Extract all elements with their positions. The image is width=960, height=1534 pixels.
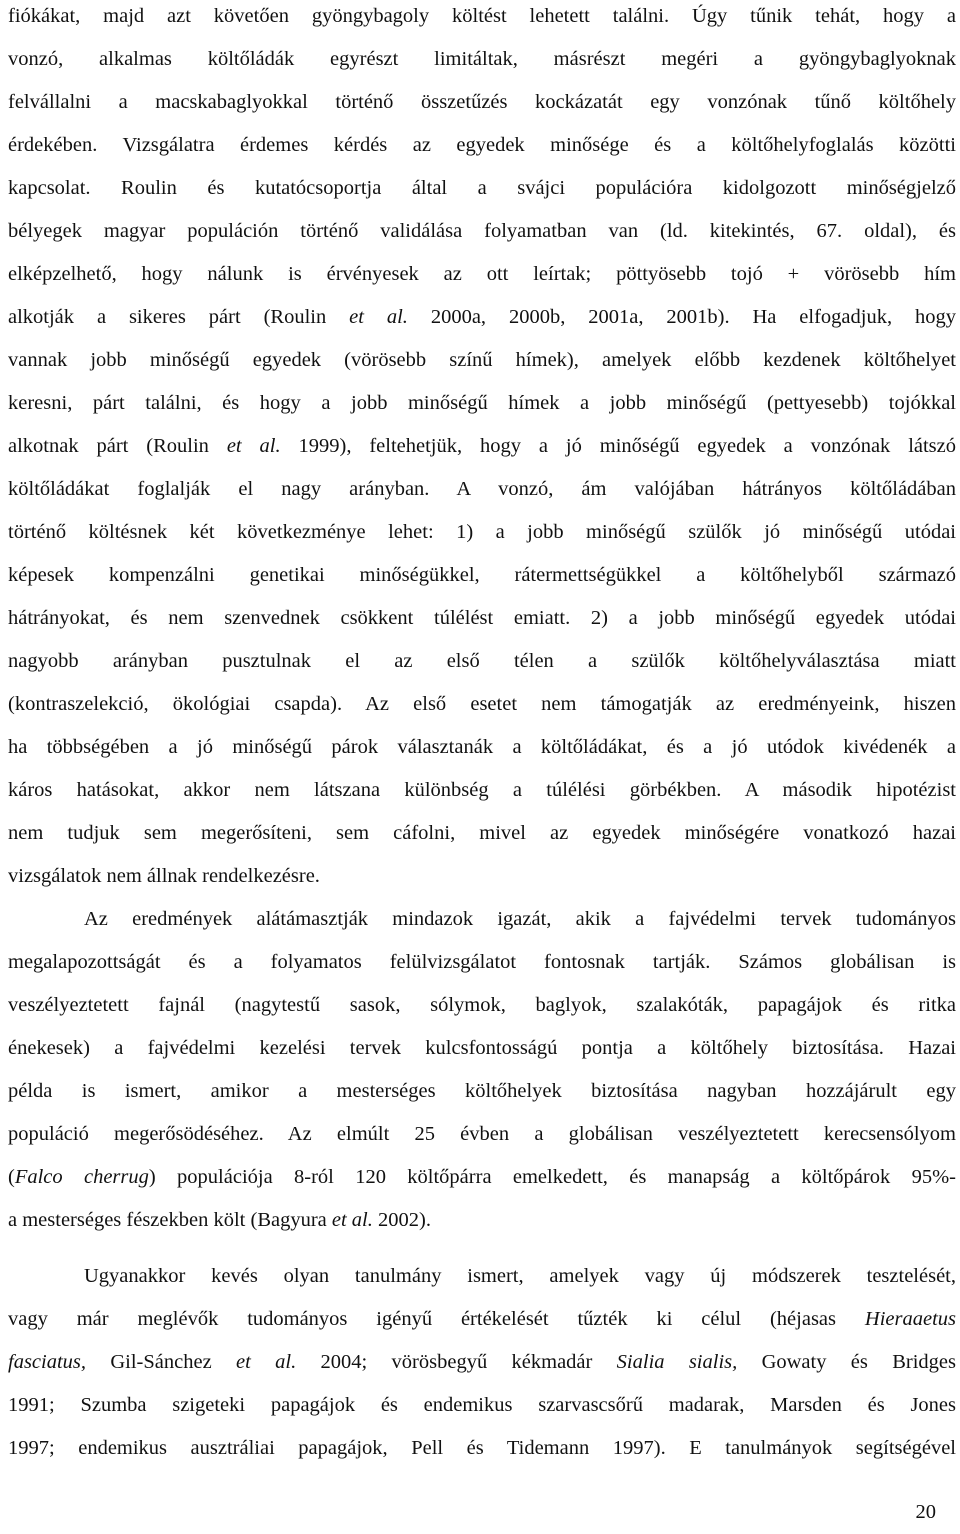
text-line bbox=[8, 1348, 956, 1376]
text-line bbox=[8, 862, 956, 890]
text-run: nem tudjuk sem megerősíteni, sem cáfolni, mivel az egyedek minőségére vonatkozó hazai bbox=[8, 822, 956, 844]
text-run: ha többségében a jó minőségű párok választanák a költőládákat, és a jó utódok kivédenék a bbox=[8, 736, 956, 758]
text-run: elképzelhető, hogy nálunk is érvényesek az ott leírtak; pöttyösebb tojó + vörösebb hím bbox=[8, 263, 956, 285]
text-run: példa is ismert, amikor a mesterséges költőhelyek biztosítása nagyban hozzájárult egy bbox=[8, 1080, 956, 1102]
text-run: Gil-Sánchez bbox=[86, 1351, 236, 1373]
text-run: (kontraszelekció, ökológiai csapda). Az első esetet nem támogatják az eredményeink, hiszen bbox=[8, 693, 956, 715]
text-line bbox=[8, 1206, 956, 1234]
text-run: fiókákat, majd azt követően gyöngybagoly költést lehetett találni. Úgy tűnik tehát, hogy a bbox=[8, 5, 956, 27]
text-line bbox=[8, 647, 956, 675]
text-run: vonzó, alkalmas költőládák egyrészt limitáltak, másrészt megéri a gyöngybaglyoknak bbox=[8, 48, 956, 70]
text-line bbox=[8, 432, 956, 460]
text-run: felvállalni a macskabaglyokkal történő összetűzés kockázatát egy vonzónak tűnő költőhely bbox=[8, 91, 956, 113]
text-run: költőládákat foglalják el nagy arányban. A vonzó, ám valójában hátrányos költőládában bbox=[8, 478, 956, 500]
text-line bbox=[8, 991, 956, 1019]
text-line bbox=[8, 1434, 956, 1462]
text-run: Gowaty és Bridges bbox=[737, 1351, 956, 1373]
text-line bbox=[8, 1391, 956, 1419]
text-run: hátrányokat, és nem szenvednek csökkent túlélést emiatt. 2) a jobb minőségű egyedek utódai bbox=[8, 607, 956, 629]
text-run: Ugyanakkor kevés olyan tanulmány ismert, amelyek vagy új módszerek tesztelését, bbox=[84, 1265, 956, 1287]
text-line bbox=[8, 690, 956, 718]
text-line bbox=[8, 1077, 956, 1105]
text-run: kapcsolat. Roulin és kutatócsoportja által a svájci populációra kidolgozott minőségjelző bbox=[8, 177, 956, 199]
text-line bbox=[8, 303, 956, 331]
text-run: veszélyeztetett fajnál (nagytestű sasok, sólymok, baglyok, szalakóták, papagájok és ritka bbox=[8, 994, 956, 1016]
text-line bbox=[8, 1305, 956, 1333]
text-run: képesek kompenzálni genetikai minőségükkel, rátermettségükkel a költőhelyből származó bbox=[8, 564, 956, 586]
text-run: keresni, párt találni, és hogy a jobb minőségű hímek a jobb minőségű (pettyesebb) tojókkal bbox=[8, 392, 956, 414]
text-run: populáció megerősödéséhez. Az elmúlt 25 évben a globálisan veszélyeztetett kerecsensólyom bbox=[8, 1123, 956, 1145]
text-line bbox=[8, 776, 956, 804]
text-line bbox=[8, 733, 956, 761]
text-run: vizsgálatok nem állnak rendelkezésre. bbox=[8, 865, 320, 887]
italic-run: et al. bbox=[226, 435, 281, 457]
text-run: ( bbox=[8, 1166, 15, 1188]
text-line bbox=[8, 475, 956, 503]
text-run: 1997; endemikus ausztráliai papagájok, Pell és Tidemann 1997). E tanulmányok segítségével bbox=[8, 1437, 956, 1459]
text-line bbox=[8, 389, 956, 417]
text-line bbox=[8, 948, 956, 976]
text-line bbox=[84, 905, 956, 933]
page-number: 20 bbox=[915, 1501, 936, 1523]
text-run: bélyegek magyar populáción történő validálása folyamatban van (ld. kitekintés, 67. oldal), és bbox=[8, 220, 956, 242]
italic-run: Sialia sialis, bbox=[616, 1351, 738, 1373]
text-run: érdekében. Vizsgálatra érdemes kérdés az egyedek minősége és a költőhelyfoglalás közötti bbox=[8, 134, 956, 156]
text-line bbox=[8, 1034, 956, 1062]
italic-run: et al. bbox=[236, 1351, 297, 1373]
text-line bbox=[8, 260, 956, 288]
text-run: 2002). bbox=[372, 1209, 431, 1231]
italic-run: fasciatus, bbox=[8, 1351, 87, 1373]
text-run: káros hatásokat, akkor nem látszana különbség a túlélési görbékben. A második hipotézist bbox=[8, 779, 956, 801]
text-line bbox=[84, 1262, 956, 1290]
text-run: nagyobb arányban pusztulnak el az első télen a szülők költőhelyválasztása miatt bbox=[8, 650, 956, 672]
text-line bbox=[8, 561, 956, 589]
text-line bbox=[8, 2, 956, 30]
text-line bbox=[8, 174, 956, 202]
text-run: a mesterséges fészekben költ (Bagyura bbox=[8, 1209, 332, 1231]
text-line bbox=[8, 819, 956, 847]
text-run: alkotnak párt (Roulin bbox=[8, 435, 227, 457]
text-line bbox=[8, 1163, 956, 1191]
text-run: alkotják a sikeres párt (Roulin bbox=[8, 306, 350, 328]
text-line bbox=[8, 45, 956, 73]
italic-run: et al. bbox=[331, 1209, 373, 1231]
text-run: megalapozottságát és a folyamatos felülvizsgálatot fontosnak tartják. Számos globálisan is bbox=[8, 951, 956, 973]
text-run: Az eredmények alátámasztják mindazok igazát, akik a fajvédelmi tervek tudományos bbox=[84, 908, 956, 930]
text-run: vagy már meglévők tudományos igényű értékelését tűzték ki célul (héjasas bbox=[8, 1308, 865, 1330]
text-run: 1991; Szumba szigeteki papagájok és endemikus szarvascsőrű madarak, Marsden és Jones bbox=[8, 1394, 956, 1416]
italic-run: et al. bbox=[349, 306, 408, 328]
text-run: vannak jobb minőségű egyedek (vörösebb színű hímek), amelyek előbb kezdenek költőhelyet bbox=[8, 349, 956, 371]
text-line bbox=[8, 217, 956, 245]
text-line bbox=[8, 88, 956, 116]
text-run: 2004; vörösbegyű kékmadár bbox=[296, 1351, 617, 1373]
text-line bbox=[8, 131, 956, 159]
italic-run: Falco cherrug bbox=[14, 1166, 149, 1188]
text-run: 1999), feltehetjük, hogy a jó minőségű egyedek a vonzónak látszó bbox=[280, 435, 957, 457]
text-line bbox=[8, 604, 956, 632]
italic-run: Hieraaetus bbox=[864, 1308, 956, 1330]
text-line bbox=[8, 518, 956, 546]
text-run: énekesek) a fajvédelmi kezelési tervek kulcsfontosságú pontja a költőhely biztosítása. Hazai bbox=[8, 1037, 956, 1059]
text-run: ) populációja 8-ról 120 költőpárra emelkedett, és manapság a költőpárok 95%- bbox=[148, 1166, 956, 1188]
text-line bbox=[8, 1120, 956, 1148]
text-run: 2000a, 2000b, 2001a, 2001b). Ha elfogadjuk, hogy bbox=[407, 306, 956, 328]
text-line bbox=[8, 346, 956, 374]
text-run: történő költésnek két következménye lehet: 1) a jobb minőségű szülők jó minőségű utódai bbox=[8, 521, 956, 543]
